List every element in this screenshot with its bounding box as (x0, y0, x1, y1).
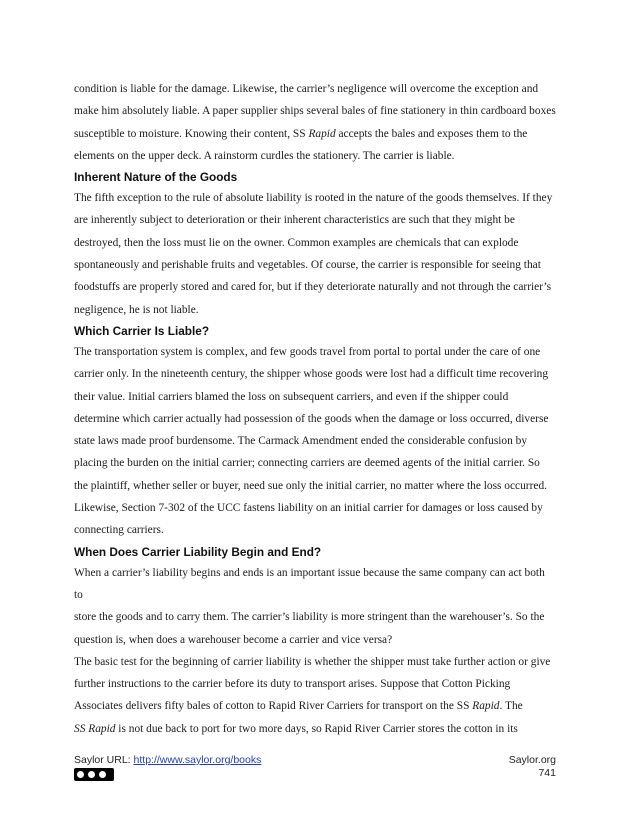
creative-commons-license-icon[interactable] (74, 768, 114, 781)
text-line: negligence, he is not liable. (74, 303, 199, 316)
footer-source (74, 754, 261, 766)
text-line: the plaintiff, whether seller or buyer, need sue only the initial carrier, no matter where the loss occurred. (74, 479, 547, 492)
page-number: 741 (538, 767, 556, 779)
section-heading: When Does Carrier Liability Begin and End? (74, 544, 322, 559)
text-line: make him absolutely liable. A paper supplier ships several bales of fine stationery in thin cardboard boxes (74, 105, 556, 118)
text-line (74, 123, 556, 145)
text-run: is not due back to port for two more days, so Rapid River Carrier stores the cotton in its (115, 722, 518, 735)
paragraph (74, 651, 556, 740)
text-line: state laws made proof burdensome. The Carmack Amendment ended the considerable confusion by (74, 435, 528, 448)
text-run: susceptible to moisture. Knowing their content, SS (74, 127, 309, 140)
text-line: foodstuffs are properly stored and cared for, but if they deteriorate naturally and not through the carrier’s (74, 281, 552, 294)
text-run: . The (499, 700, 523, 713)
page-body (74, 78, 556, 740)
text-line: elements on the upper deck. A rainstorm curdles the stationery. The carrier is liable. (74, 149, 455, 162)
section-heading: Inherent Nature of the Goods (74, 170, 238, 185)
text-line (74, 695, 556, 717)
text-line: question is, when does a warehouser become a carrier and vice versa? (74, 633, 393, 646)
text-line: Likewise, Section 7-302 of the UCC fastens liability on an initial carrier for damages or loss caused by (74, 502, 543, 515)
saylor-books-link[interactable]: http://www.saylor.org/books (133, 754, 262, 766)
text-line: store the goods and to carry them. The carrier’s liability is more stringent than the warehouser’s. So the (74, 611, 545, 624)
paragraph (74, 341, 556, 542)
text-line: The basic test for the beginning of carrier liability is whether the shipper must take further action or give (74, 655, 551, 668)
text-run: accepts the bales and exposes them to the (335, 127, 528, 140)
text-line: further instructions to the carrier before its duty to transport arises. Suppose that Cotton Picking (74, 678, 511, 691)
text-line: destroyed, then the loss must lie on the owner. Common examples are chemicals that can explode (74, 236, 519, 249)
text-line: condition is liable for the damage. Likewise, the carrier’s negligence will overcome the exception and (74, 83, 539, 95)
text-line: When a carrier’s liability begins and ends is an important issue because the same company can act both to (74, 566, 545, 601)
text-line: are inherently subject to deterioration or their inherent characteristics are such that they might be (74, 214, 515, 227)
text-line: placing the burden on the initial carrier; connecting carriers are deemed agents of the initial carrier. So (74, 457, 540, 470)
text-line (74, 718, 556, 740)
ship-name: SS Rapid (74, 722, 116, 735)
text-line: The fifth exception to the rule of absolute liability is rooted in the nature of the goods themselves. If they (74, 192, 553, 205)
paragraph (74, 78, 556, 167)
text-line: determine which carrier actually had possession of the goods when the damage or loss occurred, diverse (74, 412, 549, 425)
text-line: spontaneously and perishable fruits and vegetables. Of course, the carrier is responsible for seeing that (74, 259, 541, 272)
text-line: carrier only. In the nineteenth century, the shipper whose goods were lost had a difficult time recovering (74, 368, 549, 381)
text-line: connecting carriers. (74, 524, 164, 537)
paragraph (74, 187, 556, 321)
text-run: Associates delivers fifty bales of cotton to Rapid River Carriers for transport on the SS (74, 700, 473, 713)
text-line: their value. Initial carriers blamed the loss on subsequent carriers, and even if the shipper could (74, 390, 509, 403)
ship-name: Rapid (308, 127, 336, 140)
section-heading: Which Carrier Is Liable? (74, 323, 210, 338)
footer-site: Saylor.org (508, 754, 556, 766)
footer-page-info (509, 754, 556, 780)
ship-name: Rapid (472, 700, 500, 713)
footer-url-label: Saylor URL: (74, 754, 134, 766)
text-line: The transportation system is complex, and few goods travel from portal to portal under the care of one (74, 345, 541, 358)
paragraph (74, 562, 556, 651)
